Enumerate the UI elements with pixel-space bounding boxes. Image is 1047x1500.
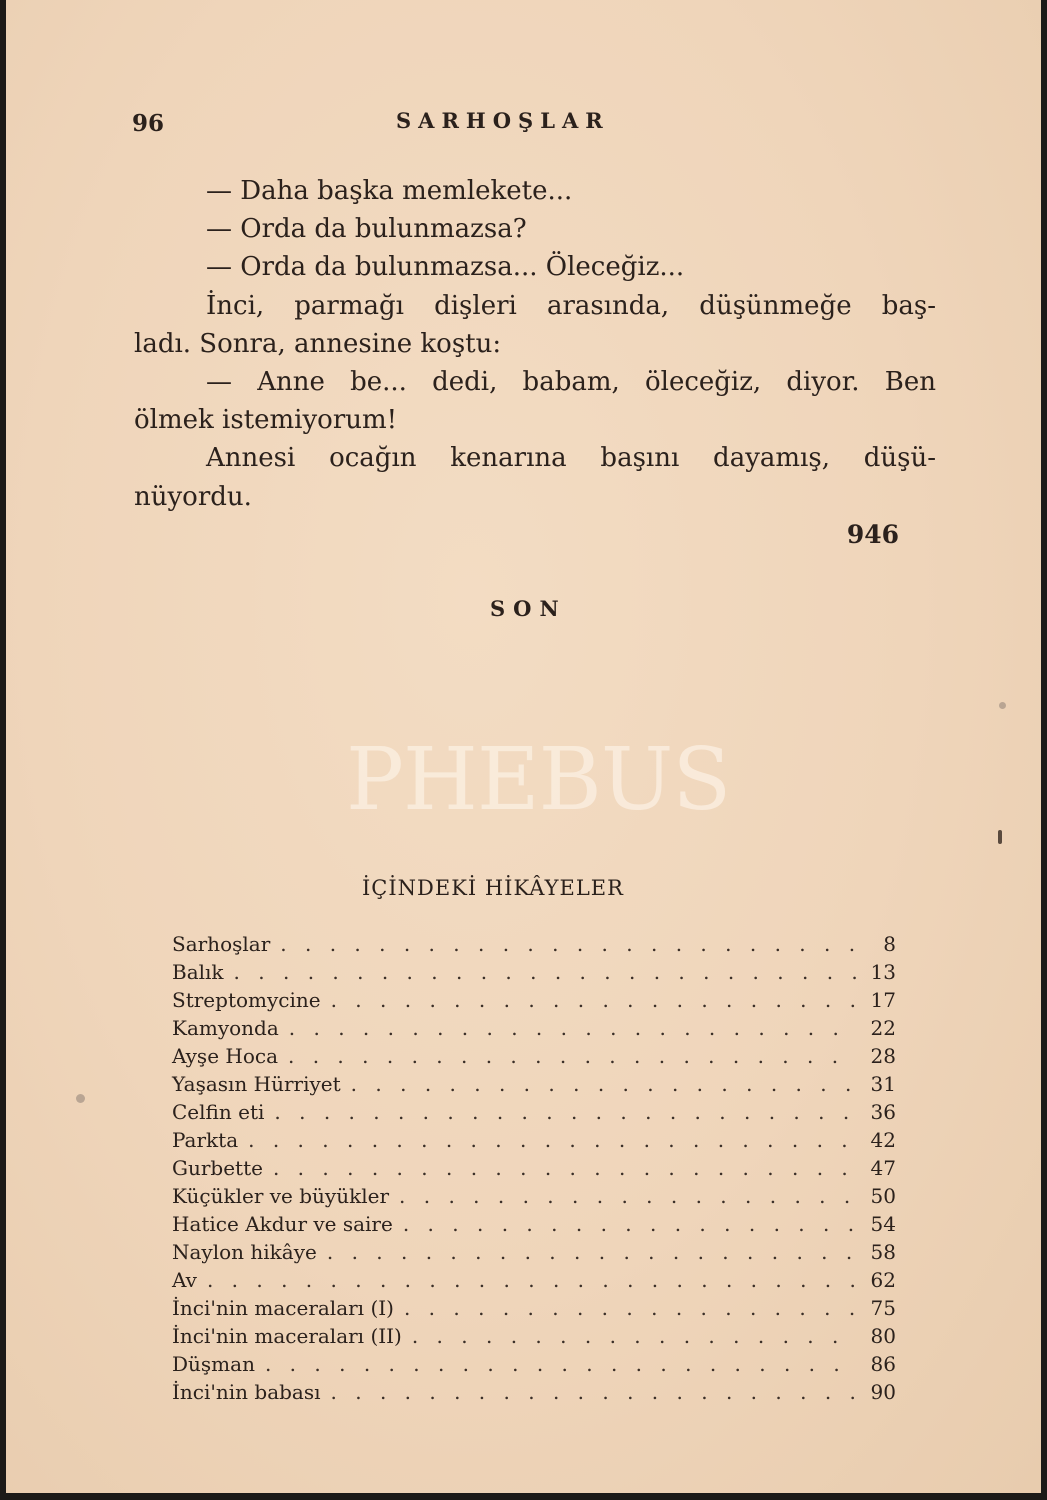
paper-speck bbox=[999, 702, 1006, 709]
toc-row bbox=[172, 988, 896, 1016]
toc-row bbox=[172, 1296, 896, 1324]
dot-leader bbox=[351, 1072, 856, 1096]
toc-page-number: 54 bbox=[870, 1212, 896, 1236]
toc-page-number: 90 bbox=[870, 1380, 896, 1404]
dot-leader bbox=[404, 1296, 856, 1320]
paper-speck bbox=[76, 1094, 85, 1103]
dot-leader bbox=[331, 988, 856, 1012]
story-text bbox=[134, 172, 936, 516]
toc-title: İnci'nin babası bbox=[172, 1380, 321, 1404]
dot-leader bbox=[403, 1212, 856, 1236]
toc-title: Ayşe Hoca bbox=[172, 1044, 278, 1068]
text-line: nüyordu. bbox=[134, 481, 252, 512]
toc-title: Av bbox=[172, 1268, 197, 1292]
toc-row bbox=[172, 932, 896, 960]
book-page bbox=[6, 0, 1041, 1493]
toc-page-number: 17 bbox=[870, 988, 896, 1012]
toc-title: Gurbette bbox=[172, 1156, 263, 1180]
toc-row bbox=[172, 1212, 896, 1240]
dot-leader bbox=[399, 1184, 856, 1208]
toc-row bbox=[172, 1324, 896, 1352]
toc-title: Kamyonda bbox=[172, 1016, 279, 1040]
dot-leader bbox=[280, 932, 856, 956]
toc-title: Streptomycine bbox=[172, 988, 321, 1012]
story-code: 946 bbox=[846, 520, 899, 549]
dot-leader bbox=[273, 1156, 856, 1180]
dot-leader bbox=[207, 1268, 856, 1292]
dot-leader bbox=[265, 1352, 856, 1376]
paper-speck bbox=[998, 830, 1002, 844]
toc-row bbox=[172, 1128, 896, 1156]
toc-page-number: 62 bbox=[870, 1268, 896, 1292]
dot-leader bbox=[274, 1100, 856, 1124]
dot-leader bbox=[412, 1324, 856, 1348]
toc-title: Sarhoşlar bbox=[172, 932, 271, 956]
toc-row bbox=[172, 1016, 896, 1044]
toc-page-number: 50 bbox=[870, 1184, 896, 1208]
dot-leader bbox=[327, 1240, 856, 1264]
toc-title: Yaşasın Hürriyet bbox=[172, 1072, 341, 1096]
toc-title: Hatice Akdur ve saire bbox=[172, 1212, 393, 1236]
toc-row bbox=[172, 960, 896, 988]
end-mark: SON bbox=[490, 596, 567, 621]
toc-page-number: 31 bbox=[870, 1072, 896, 1096]
toc-title: Balık bbox=[172, 960, 224, 984]
text-line: — Orda da bulunmazsa... Öleceğiz... bbox=[206, 252, 685, 283]
toc-page-number: 28 bbox=[870, 1044, 896, 1068]
toc-page-number: 8 bbox=[883, 932, 896, 956]
toc-title: Düşman bbox=[172, 1352, 255, 1376]
toc-page-number: 80 bbox=[870, 1324, 896, 1348]
text-line: ladı. Sonra, annesine koştu: bbox=[134, 328, 502, 359]
toc-row bbox=[172, 1268, 896, 1296]
dot-leader bbox=[288, 1044, 856, 1068]
toc-heading: İÇİNDEKİ HİKÂYELER bbox=[362, 876, 624, 900]
toc-title: Celfin eti bbox=[172, 1100, 265, 1124]
running-title: SARHOŞLAR bbox=[396, 108, 610, 133]
toc-title: Küçükler ve büyükler bbox=[172, 1184, 390, 1208]
page-number: 96 bbox=[132, 110, 165, 137]
toc-page-number: 36 bbox=[870, 1100, 896, 1124]
toc-row bbox=[172, 1100, 896, 1128]
toc-row bbox=[172, 1240, 896, 1268]
toc-page-number: 75 bbox=[870, 1296, 896, 1320]
dot-leader bbox=[234, 960, 856, 984]
toc-row bbox=[172, 1352, 896, 1380]
toc-row bbox=[172, 1184, 896, 1212]
dot-leader bbox=[289, 1016, 856, 1040]
toc-title: İnci'nin maceraları (II) bbox=[172, 1324, 402, 1348]
text-line: — Orda da bulunmazsa? bbox=[206, 214, 527, 245]
toc-page-number: 47 bbox=[870, 1156, 896, 1180]
dot-leader bbox=[331, 1380, 856, 1404]
toc-row bbox=[172, 1072, 896, 1100]
text-line: İnci, parmağı dişleri arasında, düşünmeğe baş- bbox=[206, 290, 936, 321]
table-of-contents bbox=[172, 932, 896, 1408]
watermark: PHEBUS bbox=[346, 730, 731, 830]
toc-title: Parkta bbox=[172, 1128, 239, 1152]
toc-page-number: 13 bbox=[870, 960, 896, 984]
toc-page-number: 42 bbox=[870, 1128, 896, 1152]
text-line: ölmek istemiyorum! bbox=[134, 405, 398, 436]
text-line: — Anne be... dedi, babam, öleceğiz, diyor. Ben bbox=[206, 366, 936, 397]
toc-page-number: 58 bbox=[870, 1240, 896, 1264]
toc-page-number: 22 bbox=[870, 1016, 896, 1040]
toc-row bbox=[172, 1156, 896, 1184]
text-line: — Daha başka memlekete... bbox=[206, 176, 573, 206]
toc-title: İnci'nin maceraları (I) bbox=[172, 1296, 394, 1320]
toc-row bbox=[172, 1380, 896, 1408]
toc-row bbox=[172, 1044, 896, 1072]
toc-title: Naylon hikâye bbox=[172, 1240, 317, 1264]
text-line: Annesi ocağın kenarına başını dayamış, düşü- bbox=[206, 443, 936, 474]
dot-leader bbox=[248, 1128, 856, 1152]
toc-page-number: 86 bbox=[870, 1352, 896, 1376]
